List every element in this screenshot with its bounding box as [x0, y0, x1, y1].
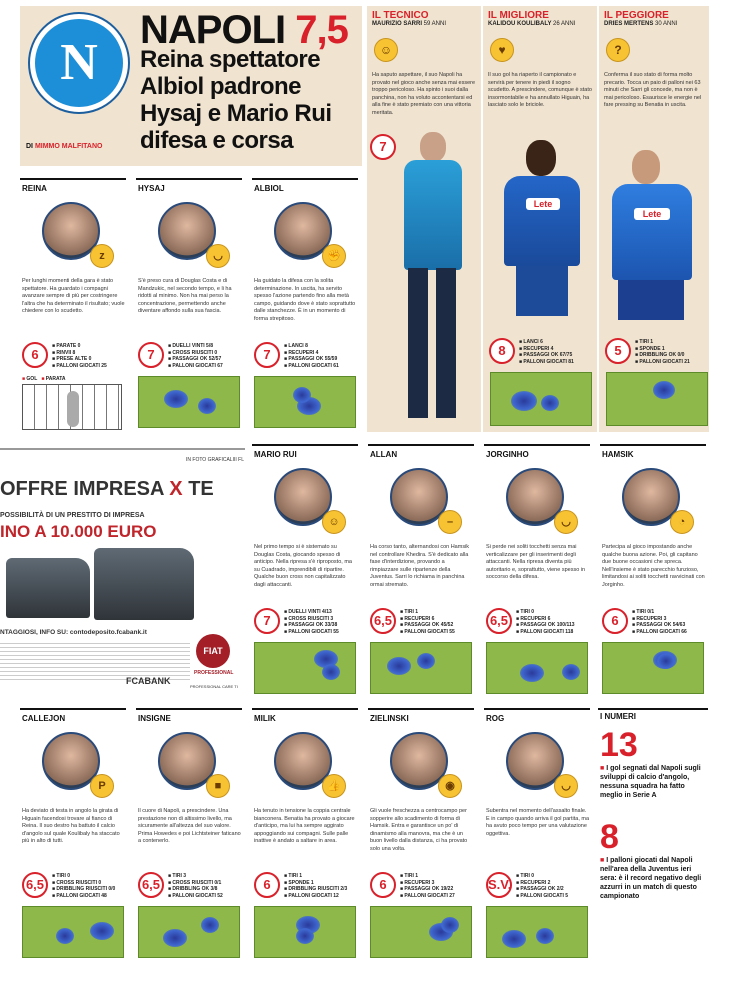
player-vote: 6 — [22, 342, 48, 368]
player-name: MARIO RUI — [254, 450, 297, 459]
player-heatmap — [370, 906, 472, 958]
player-comment: Per lunghi momenti della gara è stato spettatore. Ha guardato i compagni avanzare sempre di più per costringere l'altra che ha determinato il risultato; vuole chiedere con lo scudetto. — [22, 278, 125, 314]
worst-text: Conferma il suo stato di forma molto precario. Tocca un paio di palloni nei 63 minuti che Sarri gli concede, ma non è mai pericoloso. Esaurisce le energie nel fare pressing su Benatia in uscita. — [604, 72, 702, 108]
worst-header: IL PEGGIORE DRIES MERTENS 30 ANNI — [604, 10, 678, 27]
ad-partner: PROFESSIONAL CARE TI — [190, 684, 238, 689]
player-vote: 7 — [138, 342, 164, 368]
player-heatmap — [254, 642, 356, 694]
happy-emoji-icon: ☺ — [322, 510, 346, 534]
worst-heatmap — [606, 372, 708, 426]
player-comment: Ha guidato la difesa con la solita determinazione. In uscita, ha servito spesso l'azione partendo fino alla metà campo, guidando dove è stato soprattutto dalle stanchezze. È in un momento di forma strepitoso. — [254, 278, 356, 322]
player-stats: ■ DUELLI VINTI 4/13 ■ CROSS RIUSCITI 3 ■ PASSAGGI OK 33/38 ■ PALLONI GIOCATI 55 — [284, 609, 339, 635]
numeri-title: I NUMERI — [600, 712, 636, 721]
player-vote: 6,5 — [486, 608, 512, 634]
player-name: ZIELINSKI — [370, 714, 409, 723]
card-rule — [368, 708, 474, 710]
card-rule — [20, 178, 126, 180]
player-name: MILIK — [254, 714, 276, 723]
ad-amount: INO A 10.000 EURO — [0, 522, 157, 541]
card-rule — [136, 708, 242, 710]
heart-eyes-emoji-icon: ♥ — [490, 38, 514, 62]
coach-photo — [392, 132, 472, 422]
fiat-logo: FIAT — [196, 634, 230, 668]
player-name: REINA — [22, 184, 47, 193]
smile-emoji-icon: ◡ — [554, 774, 578, 798]
glasses-emoji-icon: ◉ — [438, 774, 462, 798]
player-name: JORGINHO — [486, 450, 529, 459]
player-heatmap — [486, 642, 588, 694]
player-vote: 6,5 — [22, 872, 48, 898]
mertens-photo: Lete — [604, 150, 704, 350]
player-heatmap — [138, 376, 240, 428]
player-name: HYSAJ — [138, 184, 165, 193]
card-rule — [136, 178, 242, 180]
player-stats: ■ TIRI 1 ■ RECUPERI 6 ■ PASSAGGI OK 45/52 ■ PALLONI GIOCATI 55 — [400, 609, 455, 635]
tongue-emoji-icon: P — [90, 774, 114, 798]
player-vote: 7 — [254, 342, 280, 368]
sleepy-emoji-icon: z — [90, 244, 114, 268]
photo-credits: IN FOTO GRAFICALIII FL — [186, 457, 244, 463]
thumb-emoji-icon: 👍 — [322, 774, 346, 798]
advertisement — [0, 448, 245, 693]
numeri-n1: 13 — [600, 726, 638, 764]
player-stats: ■ TIRI 0/1 ■ RECUPERI 3 ■ PASSAGGI OK 54/63 ■ PALLONI GIOCATI 66 — [632, 609, 687, 635]
player-name: ALLAN — [370, 450, 398, 459]
player-stats: ■ TIRI 1 ■ SPONDE 1 ■ DRIBBLING RIUSCITI 2/3 ■ PALLONI GIOCATI 12 — [284, 873, 348, 899]
player-comment: Nel primo tempo si è sistemato su Douglas Costa, giocando spesso di anticipo. Nella ripresa s'è riproposto, ma su Cuadrado, imprendibili di ripartire. Qualche buon cross non capitalizzato dagli attaccanti. — [254, 544, 352, 588]
player-name: INSIGNE — [138, 714, 171, 723]
coach-vote: 7 — [370, 134, 396, 160]
player-comment: Ha tenuto in tensione la coppia centrale bianconera. Benatia ha provato a giocare d'anticipo, ma lui ha sempre aggirato appoggiando sui compagni. Sulle palle inattive è andato a saltare in area. — [254, 808, 355, 844]
ad-info: NTAGGIOSI, INFO SU: contodeposito.fcabank.it — [0, 629, 147, 636]
coach-text: Ha saputo aspettare, il suo Napoli ha provato nel gioco anche senza mai essere troppo pericoloso. Ha spinto i suoi dalla panchina, non ha voluto accontentarsi ed alla fine è stato premiato con una vittoria meritata. — [372, 72, 476, 116]
byline: DI MIMMO MALFITANO — [26, 143, 103, 150]
goal-legend: ■ GOL ■ PARATA — [22, 376, 66, 382]
player-comment: Gli vuole freschezza a centrocampo per sopperire allo scadimento di forma di Hamsik. Entra e garantisce un po' di dinamismo alla manovra, ma che è un buon livello dalla distanza, ci ha provato solo una volta. — [370, 808, 468, 852]
card-rule — [368, 444, 474, 446]
player-heatmap — [486, 906, 588, 958]
page-title: NAPOLI 7,5 — [140, 8, 348, 52]
fiat-professional: PROFESSIONAL — [194, 670, 234, 676]
numeri-rule — [598, 708, 708, 710]
player-name: HAMSIK — [602, 450, 634, 459]
player-comment: Ha corso tanto, alternandosi con Hamsik nel controllare Khedira. S'è dedicato alla fase d'interdizione, provando a rimpiazzare sulle ripartenze della Juventus. Sarri lo richiama in panchina ormai stremato. — [370, 544, 470, 588]
numeri-t1: ■ I gol segnati dal Napoli sugli sviluppi di calcio d'angolo, nessuna squadra ha fatto meglio in Serie A — [600, 765, 701, 799]
neutral-emoji-icon: – — [438, 510, 462, 534]
player-comment: Il cuore di Napoli, a prescindere. Una prestazione non di altissimo livello, ma sicuramente all'altezza del suo valore. Prima Howedes e poi Lichtsteiner faticano a contenerlo. — [138, 808, 241, 844]
eyeroll-emoji-icon: ◔ — [670, 510, 694, 534]
best-text: Il suo gol ha riaperto il campionato e servirà per tenere in piedi il sogno scudetto. A prescindere, comunque è stato insormontabile e ha annullato Higuain, ha lasciato solo le briciole. — [488, 72, 592, 108]
player-name: ALBIOL — [254, 184, 284, 193]
player-vote: 6 — [254, 872, 280, 898]
card-rule — [484, 708, 590, 710]
player-heatmap — [254, 906, 356, 958]
coach-header: IL TECNICO MAURIZIO SARRI 59 ANNI — [372, 10, 447, 27]
player-vote: 6,5 — [138, 872, 164, 898]
fca-bank: FCABANK — [126, 676, 171, 686]
worst-vote: 5 — [605, 338, 631, 364]
card-rule — [600, 444, 706, 446]
smile-emoji-icon: ◡ — [554, 510, 578, 534]
card-rule — [252, 708, 358, 710]
player-heatmap — [138, 906, 240, 958]
ad-title: OFFRE IMPRESA X TE — [0, 478, 214, 500]
strong-emoji-icon: ✊ — [322, 244, 346, 268]
confused-emoji-icon: ? — [606, 38, 630, 62]
van-right — [94, 548, 194, 620]
player-stats: ■ DUELLI VINTI 5/8 ■ CROSS RIUSCITI 0 ■ PASSAGGI OK 52/57 ■ PALLONI GIOCATI 67 — [168, 343, 223, 369]
player-vote: 6 — [602, 608, 628, 634]
card-rule — [252, 444, 358, 446]
van-left — [6, 558, 90, 618]
card-rule — [252, 178, 358, 180]
player-comment: S'è preso cura di Douglas Costa e di Mandzukic, nel secondo tempo, e li ha ridotti al minimo. Non ha mai perso la concentrazione, permettendo anche diventare affondo sulla sua fascia. — [138, 278, 232, 314]
player-name: CALLEJON — [22, 714, 66, 723]
player-stats: ■ PARATE 0 ■ RINVII 8 ■ PRESE ALTE 0 ■ PALLONI GIOCATI 25 — [52, 343, 107, 369]
player-vote: 6 — [370, 872, 396, 898]
player-stats: ■ TIRI 1 ■ RECUPERI 3 ■ PASSAGGI OK 19/22 ■ PALLONI GIOCATI 27 — [400, 873, 455, 899]
player-stats: ■ TIRI 0 ■ RECUPERI 6 ■ PASSAGGI OK 100/113 ■ PALLONI GIOCATI 118 — [516, 609, 575, 635]
player-vote: 6,5 — [370, 608, 396, 634]
player-stats: ■ LANCI 8 ■ RECUPERI 4 ■ PASSAGGI OK 55/59 ■ PALLONI GIOCATI 61 — [284, 343, 339, 369]
grin-emoji-icon: ☺ — [374, 38, 398, 62]
worst-stats: ■ TIRI 1 ■ SPONDE 1 ■ DRIBBLING OK 0/0 ■ PALLONI GIOCATI 21 — [635, 339, 690, 365]
player-comment: Subentra nel momento dell'assalto finale. E in campo quando arriva il gol partita, ma ha avuto poco tempo per una valutazione oggettiva. — [486, 808, 590, 837]
best-heatmap — [490, 372, 592, 426]
napoli-logo: N — [30, 14, 128, 112]
koulibaly-photo: Lete — [490, 140, 590, 340]
card-rule — [20, 708, 126, 710]
ad-line: POSSIBILITÀ DI UN PRESTITO DI IMPRESA — [0, 512, 145, 519]
cool-emoji-icon: ■ — [206, 774, 230, 798]
player-name: ROG — [486, 714, 505, 723]
best-vote: 8 — [489, 338, 515, 364]
numeri-n2: 8 — [600, 818, 619, 856]
card-rule — [484, 444, 590, 446]
player-heatmap — [370, 642, 472, 694]
player-comment: Partecipa al gioco impostando anche qualche buona azione. Poi, gli capitano due buone occasioni che spreca. Nell'insieme è stato parecchio funzioso, limitandosi ai soliti tocchetti ravvicinati con Jorginho. — [602, 544, 705, 588]
headline: Reina spettatore Albiol padrone Hysaj e Mario Rui difesa e corsa — [140, 46, 332, 154]
player-comment: Ha deviato di testa in angolo la girata di Higuain facendosi trovare al fianco di Reina. Il suo destro ha battuto il calcio d'angolo sul quale Koulibaly ha staccato più in alto di tutti. — [22, 808, 120, 844]
player-vote: S.V. — [486, 872, 512, 898]
player-vote: 7 — [254, 608, 280, 634]
player-heatmap — [22, 906, 124, 958]
slight-emoji-icon: ◡ — [206, 244, 230, 268]
best-stats: ■ LANCI 6 ■ RECUPERI 4 ■ PASSAGGI OK 67/75 ■ PALLONI GIOCATI 81 — [519, 339, 574, 365]
player-comment: Si perde nei soliti tocchetti senza mai verticalizzare per gli inserimenti degli attaccanti. Nella ripresa diventa più autoritario e, soprattutto, viene spesso in soccorso della difesa. — [486, 544, 586, 580]
best-header: IL MIGLIORE KALIDOU KOULIBALY 26 ANNI — [488, 10, 576, 27]
numeri-t2: ■ I palloni giocati dal Napoli nell'area della Juventus ieri sera: è il record negativo degli azzurri in un match di questo campionato — [600, 857, 702, 900]
goal-diagram — [22, 384, 122, 430]
player-stats: ■ TIRI 3 ■ CROSS RIUSCITI 0/1 ■ DRIBBLING OK 3/8 ■ PALLONI GIOCATI 52 — [168, 873, 223, 899]
player-stats: ■ TIRI 0 ■ RECUPERI 2 ■ PASSAGGI OK 2/2 ■ PALLONI GIOCATI 5 — [516, 873, 569, 899]
player-stats: ■ TIRI 0 ■ CROSS RIUSCITI 0 ■ DRIBBLING RIUSCITI 0/0 ■ PALLONI GIOCATI 48 — [52, 873, 116, 899]
player-heatmap — [254, 376, 356, 428]
player-heatmap — [602, 642, 704, 694]
